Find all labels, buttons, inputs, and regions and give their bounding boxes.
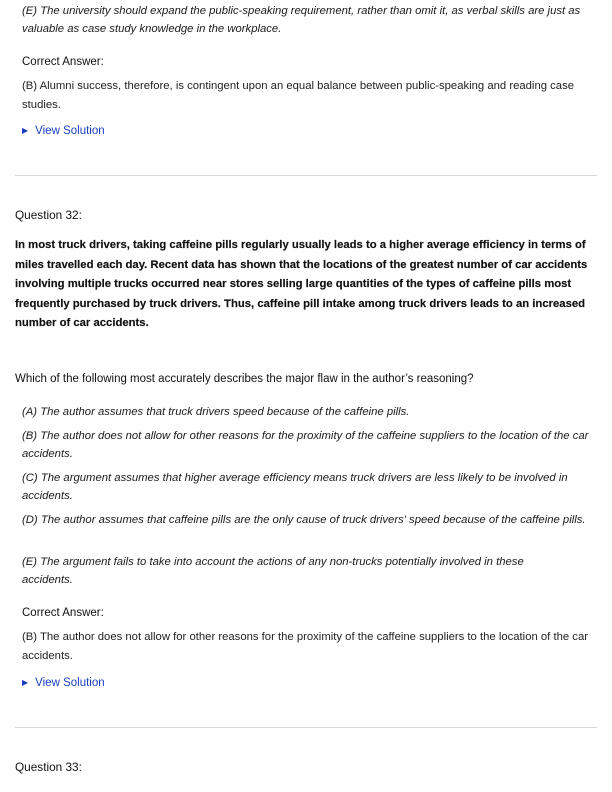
triangle-right-icon: ▶: [22, 126, 29, 135]
option-c[interactable]: (C) The argument assumes that higher average efficiency means truck drivers are less likely to be involved in accidents.: [22, 472, 568, 502]
option-d[interactable]: (D) The author assumes that caffeine pills are the only cause of truck drivers' speed because of the caffeine pills.: [22, 514, 586, 526]
triangle-right-icon: ▶: [22, 678, 29, 687]
option-b[interactable]: (B) The author does not allow for other reasons for the proximity of the caffeine suppliers to the location of the car accidents.: [22, 430, 589, 460]
question-prompt: Which of the following most accurately describes the major flaw in the author’s reasoning?: [15, 373, 474, 385]
option-e[interactable]: (E) The argument fails to take into account the actions of any non-trucks potentially involved in these accidents.: [22, 556, 524, 586]
option-a[interactable]: (A) The author assumes that truck drivers speed because of the caffeine pills.: [22, 406, 410, 418]
question-stem: In most truck drivers, taking caffeine pills regularly usually leads to a higher average efficiency in terms of miles travelled each day. Recent data has shown that the locations of the greatest number of car accidents involving multiple trucks occurred near stores selling large quantities of the types of caffeine pills most frequently purchased by truck drivers. Thus, caffeine pill intake among truck drivers leads to an increased number of car accidents.: [15, 239, 588, 329]
correct-answer-text-prev: (B) Alumni success, therefore, is contingent upon an equal balance between public-speaking and reading case studies.: [22, 80, 575, 111]
question-title: Question 32:: [15, 208, 82, 222]
correct-answer-text: (B) The author does not allow for other reasons for the proximity of the caffeine suppliers to the location of the car accidents.: [22, 631, 588, 662]
divider: [15, 175, 597, 176]
view-solution-toggle[interactable]: [22, 677, 105, 689]
view-solution-label-prev: View Solution: [35, 124, 105, 137]
question-title-33: Question 33:: [15, 760, 82, 774]
view-solution-label: View Solution: [35, 676, 105, 689]
view-solution-toggle-prev[interactable]: [22, 125, 105, 137]
divider: [15, 727, 597, 728]
correct-answer-label: Correct Answer:: [22, 607, 104, 619]
option-e-prev: (E) The university should expand the public-speaking requirement, rather than omit it, as verbal skills are just as valuable as case study knowledge in the workplace.: [22, 5, 581, 35]
correct-answer-label-prev: Correct Answer:: [22, 56, 104, 68]
